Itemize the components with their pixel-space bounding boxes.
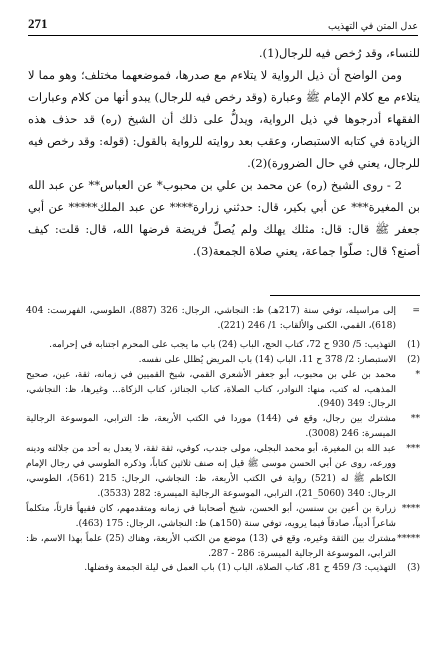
footnote-marker: **** — [401, 503, 420, 514]
footnote — [26, 368, 420, 413]
footnote — [26, 532, 420, 562]
main-text — [28, 42, 420, 262]
footnote-text: محمد بن علي بن محبوب، أبو جعفر الأشعري القمي، شيخ القميين في زمانه، ثقة، عين، صحيح المذهب، له كتب، منها: النوادر، كتاب الصلاة، كتاب الجنائز، كتاب الزكاة... وغيرها، ظ: النجاشي، الرجال: 349 (940). — [26, 369, 396, 410]
footnote — [26, 412, 420, 442]
footnote-text: عبد الله بن المغيرة، أبو محمد البجلي، مولى جندب، كوفي، ثقة ثقة، لا يعدل به أحد من جلالته ودينه وورعه، روى عن أبي الحسن موسى ﷺ قيل إنه صنف ثلاثين كتاباً، وذكره الطوسي في رجال الإمام الكاظم ﷺ له (521) رواية في الكتب الأربعة، ظ: النجاشي، الرجال: 215 (561)، الطوسي، الرجال: 340 (5060_21)، الترابي، الموسوعة الرجالية الميسرة: 282 (3533). — [26, 444, 397, 499]
footnote — [26, 561, 420, 576]
body-paragraph: ومن الواضح أن ذيل الرواية لا يتلاءم مع صدرها، فموضعهما مختلف؛ وهو مما لا يتلاءم مع كلام الإمام ﷺ وعبارة (وقد رخص فيه للرجال) يبدو أنها من كلام وعبارات الفقهاء أدرجوها في ذيل الرواية، ويدلُّ على ذلك أن الشيخ (ره) قد حذف هذه الزيادة في كتابه الاستبصار، وعقب بعد روايته للرواية بالقول: (قوله: وقد رخص فيه للرجال، يعني في حال الضرورة)(2). — [28, 68, 420, 170]
footnote-marker: = — [412, 306, 420, 316]
footnote-marker: ** — [410, 414, 420, 425]
footnote — [26, 502, 420, 532]
footnote — [26, 442, 420, 502]
body-paragraph: للنساء، وقد رُخص فيه للرجال(1). — [258, 46, 420, 60]
body-paragraph: 2 - روى الشيخ (ره) عن محمد بن علي بن محبوب* عن العباس** عن عبد الله بن المغيرة*** عن أبي بكير، قال: حدثني زرارة**** عن عبد الملك***** عن أبي جعفر ﷺ قال: قال: مثلك يهلك ولم يُصلِّ فريضة فرضها الله، قال: قلت: كيف أصنع؟ قال: صلّوا جماعة، يعني صلاة الجمعة(3). — [28, 178, 420, 258]
footnote — [26, 338, 420, 353]
footnote-text: مشترك بين الثقة وغيره، وقع في (13) موضع من الكتب الأربعة، وهناك (25) علماً بهذا الاسم، ظ: الترابي، الموسوعة الرجالية الميسرة: 286 - 287. — [26, 533, 396, 559]
footnote-marker: (1) — [407, 339, 420, 350]
footnote — [26, 304, 420, 334]
footnote-marker: * — [415, 369, 420, 380]
running-header — [28, 12, 418, 36]
footnote-marker: (3) — [407, 563, 420, 574]
footnote-text: زرارة بن أعين بن سنسن، أبو الحسن، شيخ أصحابنا في زمانه ومتقدمهم، كان فقيهاً قارئاً، متكلماً شاعراً أديباً، صادقاً فيما يرويه، توفي سنة (150هـ) ظ: النجاشي، الرجال: 175 (463). — [26, 503, 396, 529]
footnote-marker: ***** — [397, 533, 420, 544]
footnotes — [26, 304, 420, 576]
footnote-marker: (2) — [407, 354, 420, 365]
footnote — [26, 353, 420, 368]
footnote-text: التهذيب: 3/ 459 ح 81، كتاب الصلاة، الباب (1) باب العمل في ليلة الجمعة وفضلها. — [84, 563, 396, 574]
footnote-text: الاستبصار: 2/ 378 ح 11، الباب (14) باب المريض يُظلل على نفسه. — [138, 354, 396, 365]
footnote-text: مشترك بين رجال، وقع في (144) موردا في الكتب الأربعة، ظ: الترابي، الموسوعة الرجالية الميسرة: 246 (3008). — [26, 414, 396, 440]
footnote-text: التهذيب: 5/ 930 ح 72، كتاب الحج، الباب (24) باب ما يجب على المحرم اجتنابه في إحرامه. — [49, 339, 396, 350]
footnote-text: إلى مراسيله، توفي سنة (217هـ) ظ: النجاشي، الرجال: 326 (887)، الطوسي، الفهرست: 404 (618)، القمي، الكنى والألقاب: 1/ 246 (221). — [26, 306, 396, 331]
page-number: 271 — [28, 16, 48, 31]
footnote-separator — [270, 295, 420, 296]
footnote-marker: *** — [406, 444, 420, 455]
header-title: عدل المتن في التهذيب — [328, 21, 418, 32]
